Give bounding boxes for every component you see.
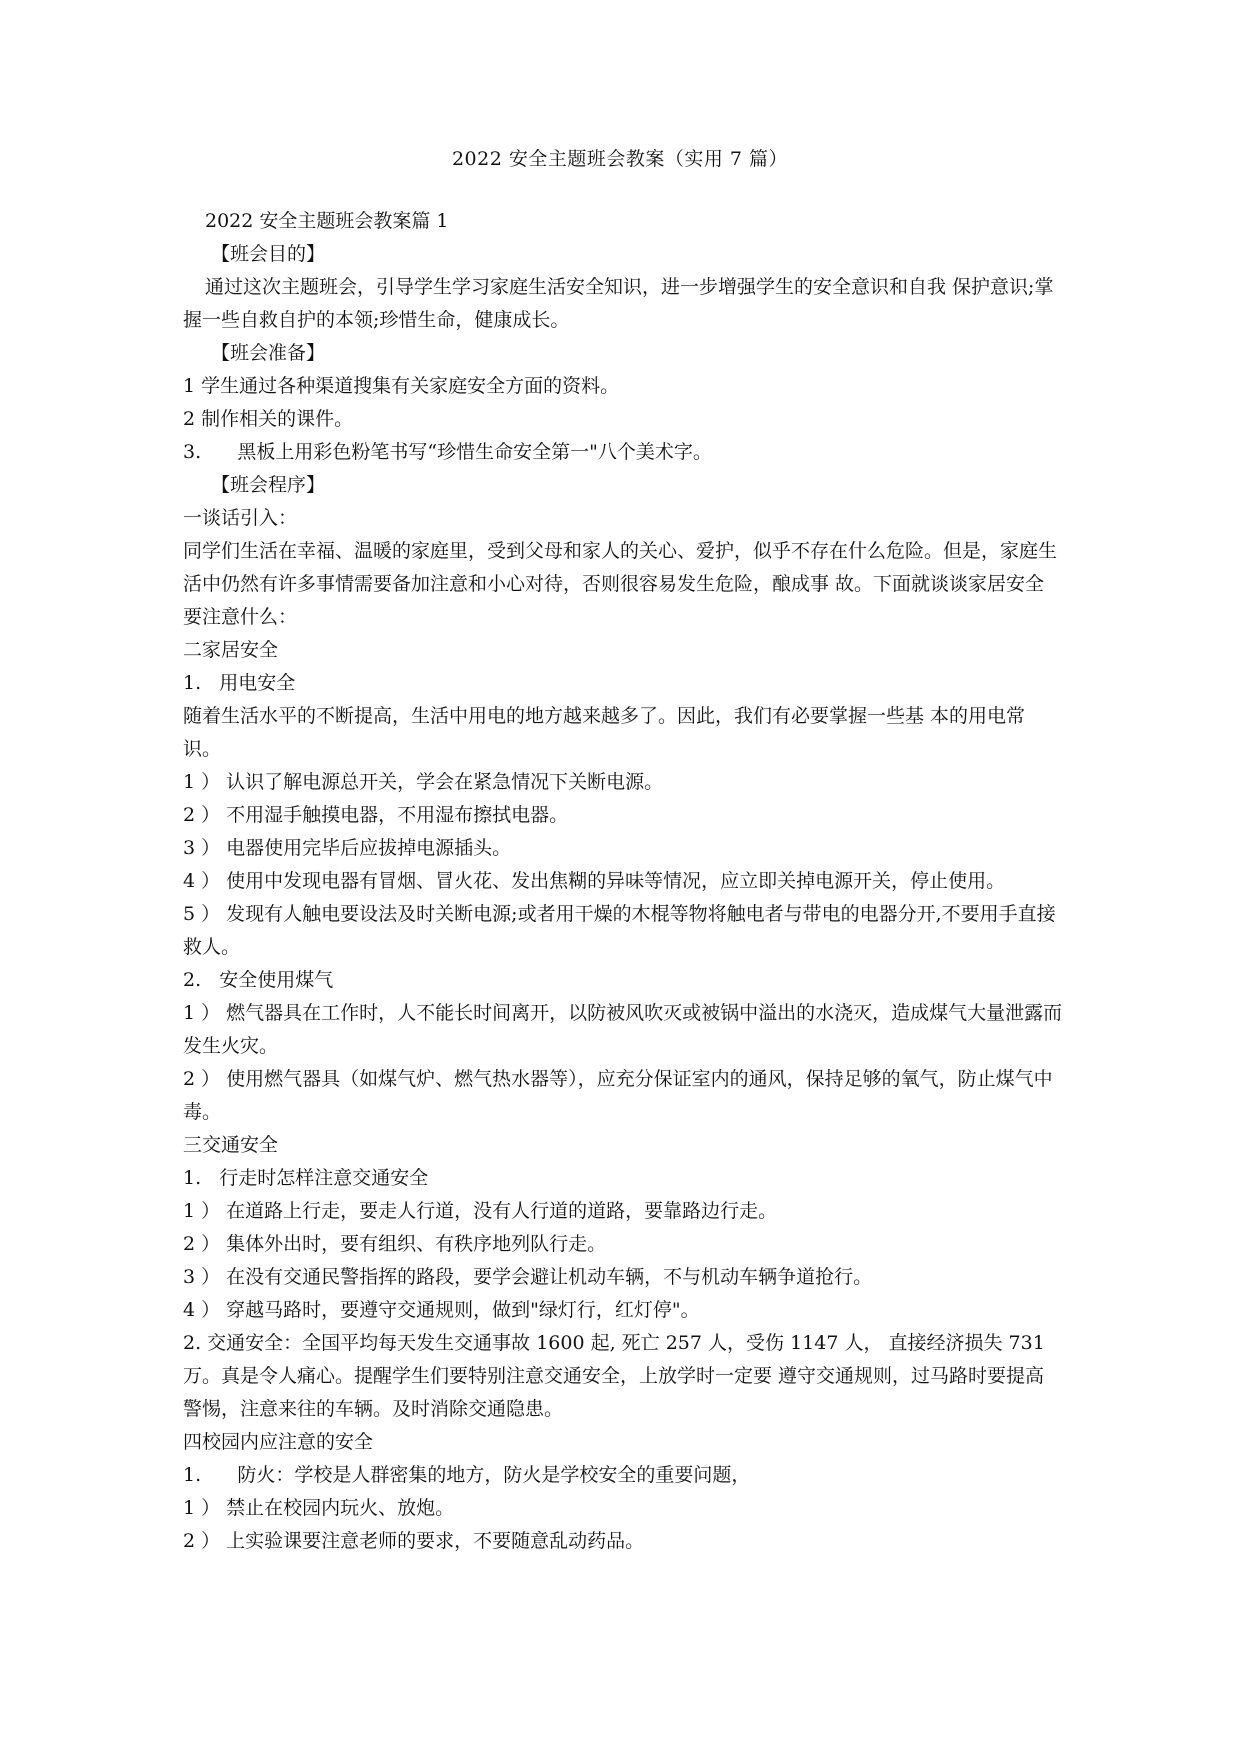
list-item: 2 ） 不用湿手触摸电器，不用湿布擦拭电器。 — [183, 804, 569, 826]
list-item: 3 ） 在没有交通民警指挥的路段，要学会避让机动车辆，不与机动车辆争道抢行。 — [183, 1266, 873, 1288]
paragraph: 随着生活水平的不断提高，生活中用电的地方越来越多了。因此，我们有必要掌握一些基 本的用电常识。 — [183, 705, 1026, 760]
section-heading: 三交通安全 — [183, 1134, 279, 1156]
subheading-preparation: 【班会准备】 — [211, 342, 326, 364]
list-item: 1 ） 认识了解电源总开关，学会在紧急情况下关断电源。 — [183, 771, 664, 793]
list-item: 2 制作相关的课件。 — [183, 408, 354, 430]
list-item: 4 ） 使用中发现电器有冒烟、冒火花、发出焦糊的异味等情况，应立即关掉电源开关，停止使用。 — [183, 870, 1006, 892]
list-item: 2 ） 上实验课要注意老师的要求，不要随意乱动药品。 — [183, 1530, 645, 1552]
list-item: 1 ） 禁止在校园内玩火、放炮。 — [183, 1497, 455, 1519]
paragraph: 一谈话引入： — [183, 507, 298, 529]
list-item: 3 ） 电器使用完毕后应拔掉电源插头。 — [183, 837, 512, 859]
document-body — [183, 205, 1063, 1558]
list-item: 2. 安全使用煤气 — [183, 969, 334, 991]
list-item: 1 学生通过各种渠道搜集有关家庭安全方面的资料。 — [183, 375, 620, 397]
list-item: 1. 用电安全 — [183, 672, 296, 694]
list-item: 3. 黑板上用彩色粉笔书写“珍惜生命安全第一"八个美术字。 — [183, 441, 712, 463]
section-heading: 二家居安全 — [183, 639, 279, 661]
paragraph: 同学们生活在幸福、温暖的家庭里，受到父母和家人的关心、爱护，似乎不存在什么危险。但是，家庭生活中仍然有许多事情需要备加注意和小心对待，否则很容易发生危险，酿成事 故。下面就谈谈家居安全要注意什么： — [183, 540, 1058, 628]
paragraph: 2. 交通安全：全国平均每天发生交通事故 1600 起, 死亡 257 人，受伤 1147 人， 直接经济损失 731 万。真是令人痛心。提醒学生们要特别注意交通安全，上放学时一定要 遵守交通规则，过马路时要提高警惕，注意来往的车辆。及时消除交通隐患。 — [183, 1332, 1045, 1420]
list-item: 4 ） 穿越马路时，要遵守交通规则，做到"绿灯行，红灯停"。 — [183, 1299, 700, 1321]
list-item: 1 ） 燃气器具在工作时，人不能长时间离开，以防被风吹灭或被锅中溢出的水浇灭，造成煤气大量泄露而发生火灾。 — [183, 1002, 1063, 1057]
list-item: 1. 行走时怎样注意交通安全 — [183, 1167, 429, 1189]
list-item: 1. 防火：学校是人群密集的地方，防火是学校安全的重要问题， — [183, 1464, 751, 1486]
list-item: 2 ） 使用燃气器具（如煤气炉、燃气热水器等），应充分保证室内的通风，保持足够的氧气，防止煤气中毒。 — [183, 1068, 1053, 1123]
list-item: 1 ） 在道路上行走，要走人行道，没有人行道的道路，要靠路边行走。 — [183, 1200, 778, 1222]
paragraph: 通过这次主题班会，引导学生学习家庭生活安全知识，进一步增强学生的安全意识和自我 保护意识;掌握一些自救自护的本领;珍惜生命，健康成长。 — [183, 276, 1054, 331]
subheading-purpose: 【班会目的】 — [211, 243, 326, 265]
section-heading: 四校园内应注意的安全 — [183, 1431, 374, 1453]
list-item: 2 ） 集体外出时，要有组织、有秩序地列队行走。 — [183, 1233, 607, 1255]
section-heading: 2022 安全主题班会教案篇 1 — [205, 210, 449, 232]
document-title: 2022 安全主题班会教案（实用 7 篇） — [451, 148, 789, 170]
list-item: 5 ） 发现有人触电要设法及时关断电源;或者用干燥的木棍等物将触电者与带电的电器分开,不要用手直接救人。 — [183, 903, 1056, 958]
subheading-procedure: 【班会程序】 — [211, 474, 326, 496]
